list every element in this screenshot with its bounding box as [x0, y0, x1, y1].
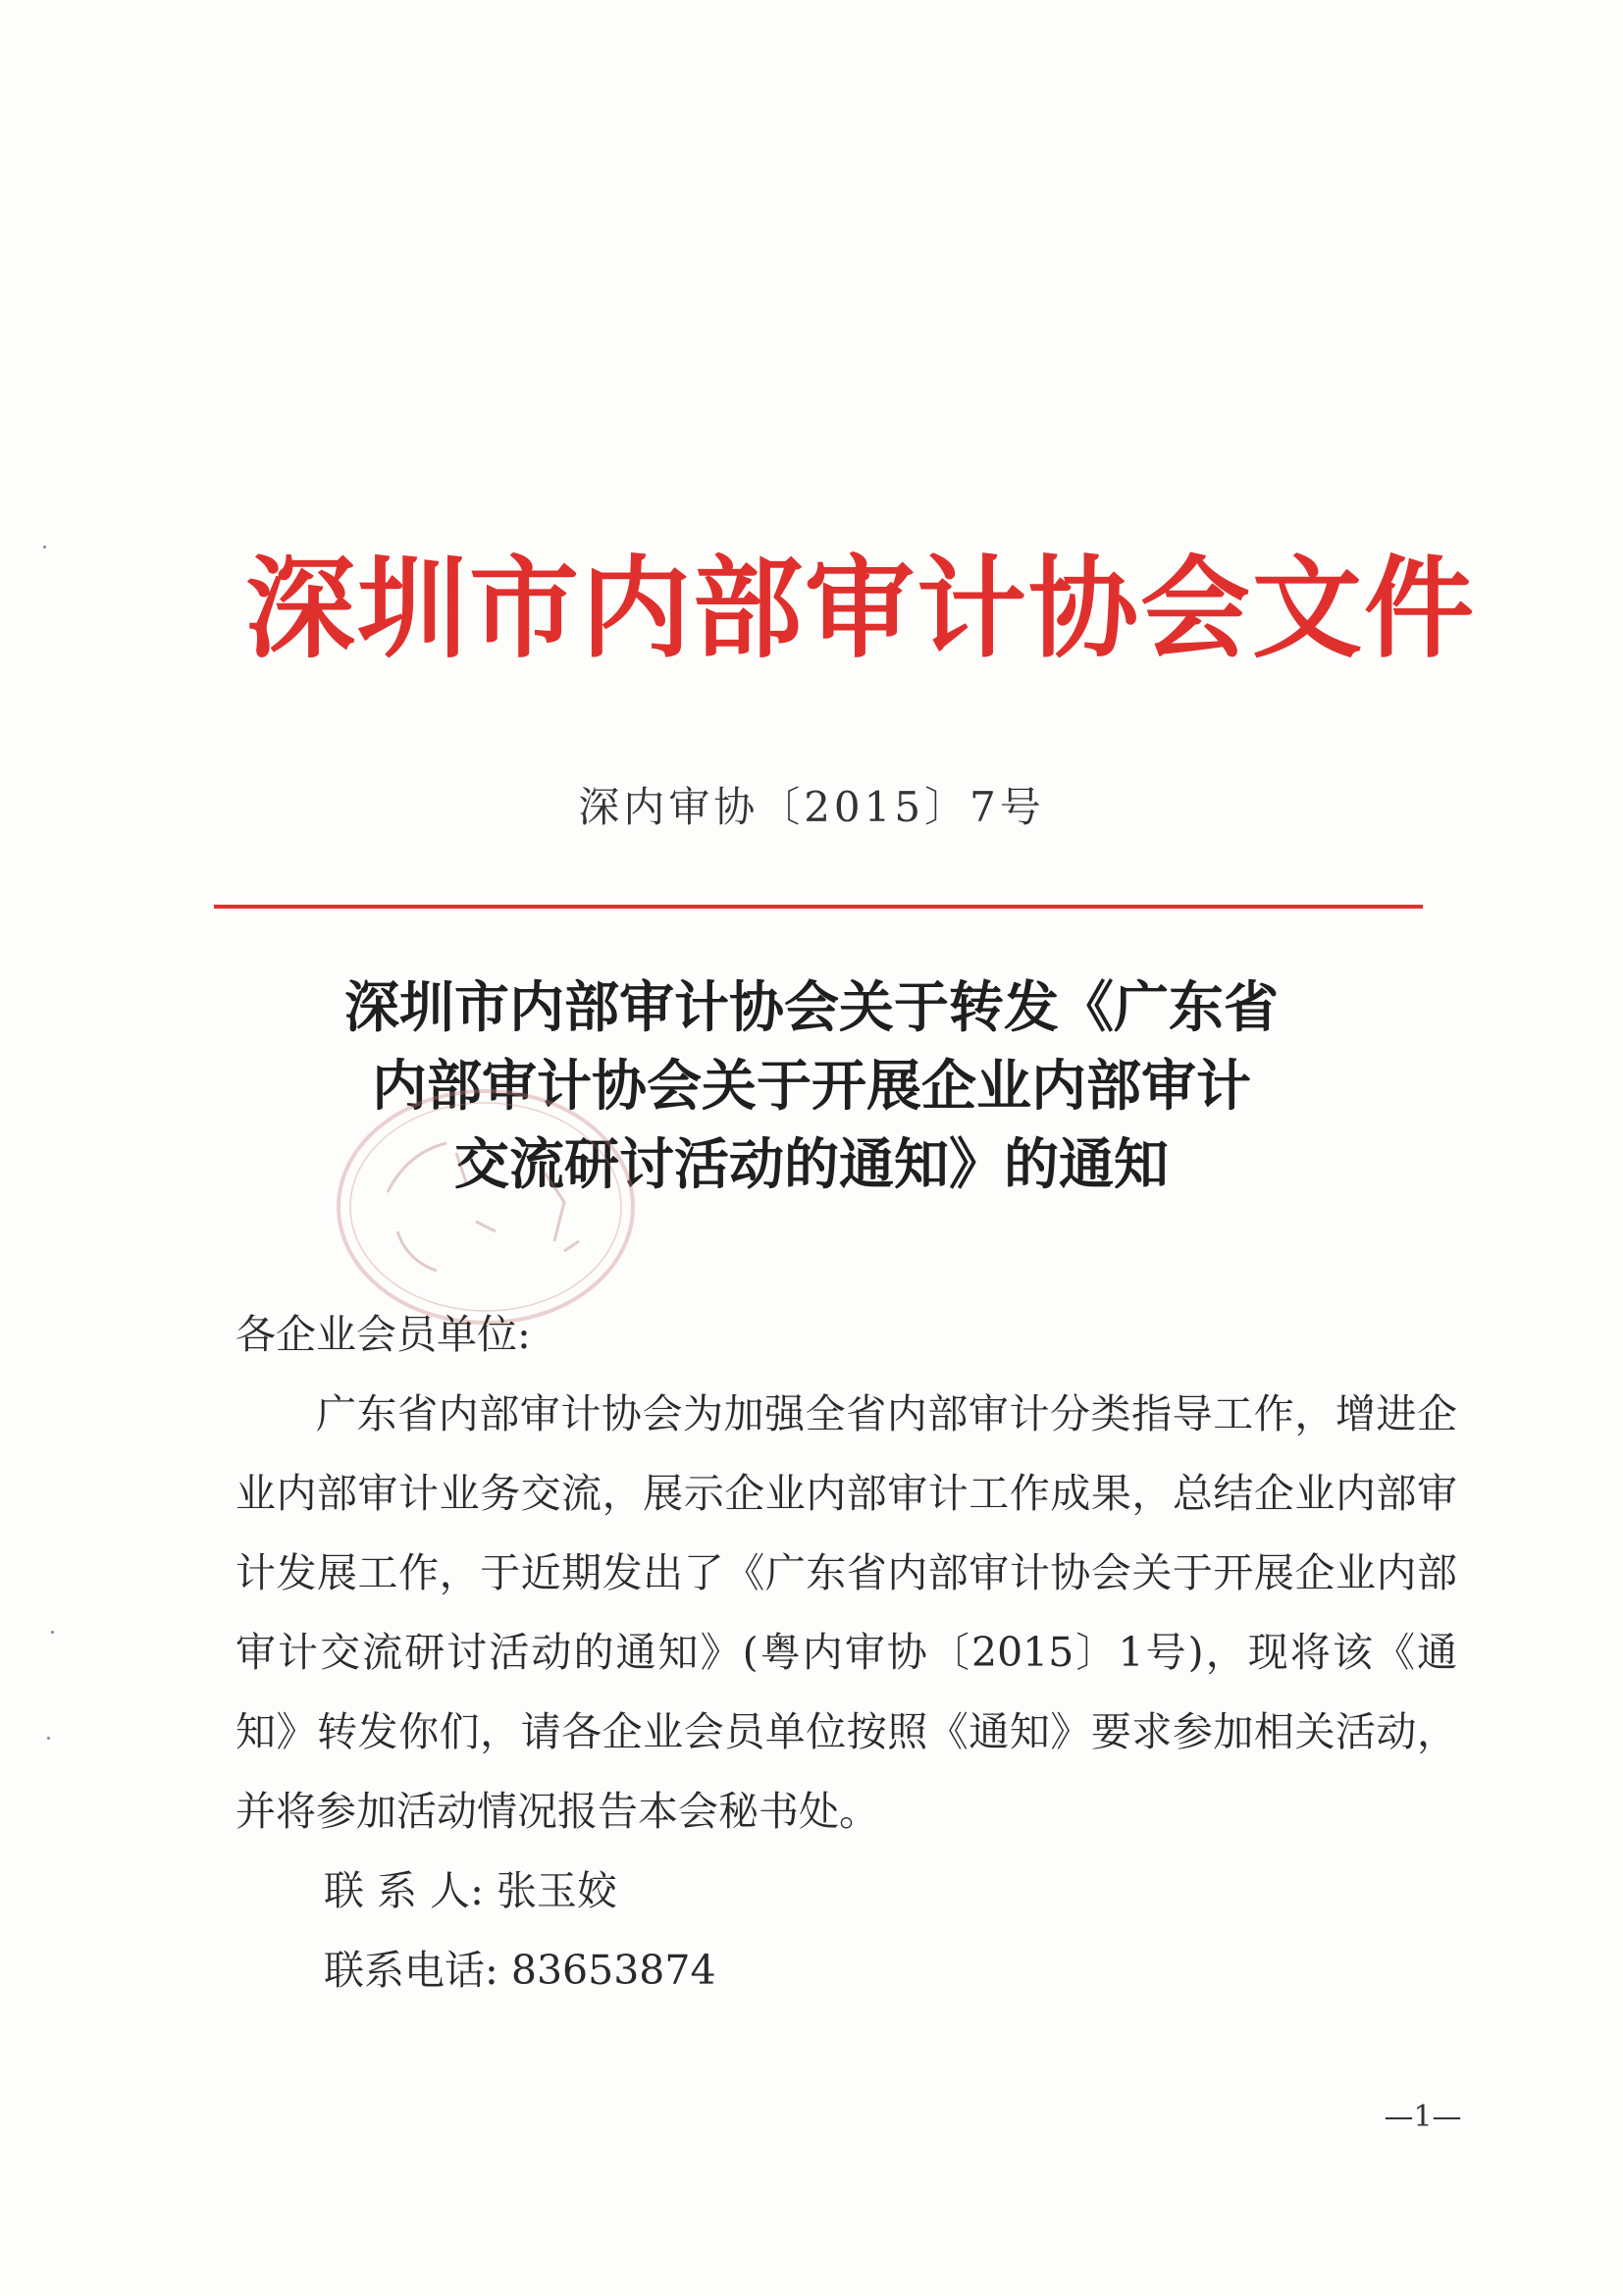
contact-person-line — [236, 1852, 1457, 1931]
contact-phone-number: 83653874 — [510, 1947, 716, 1994]
notice-title — [0, 969, 1623, 1205]
notice-title-line-1: 深圳市内部审计协会关于转发《广东省 — [344, 976, 1279, 1040]
document-header-title: 深圳市内部审计协会文件 — [245, 546, 1476, 673]
red-divider-line — [214, 905, 1423, 909]
scan-speck — [47, 1737, 50, 1740]
scan-speck — [43, 546, 46, 548]
faded-seal-stamp — [329, 1084, 643, 1330]
salutation: 各企业会员单位: — [236, 1311, 531, 1358]
notice-title-line-2: 内部审计协会关于开展企业内部审计 — [372, 1055, 1251, 1119]
contact-person-label: 联 系 人: — [324, 1867, 484, 1914]
scan-speck — [51, 1631, 54, 1634]
body-paragraph: 广东省内部审计协会为加强全省内部审计分类指导工作，增进企业内部审计业务交流，展示企业内部审计工作成果，总结企业内部审计发展工作，于近期发出了《广东省内部审计协会关于开展企业内部审计交流研讨活动的通知》(粤内审协〔2015〕1号)，现将该《通知》转发你们，请各企业会员单位按照《通知》要求参加相关活动，并将参加活动情况报告本会秘书处。 — [236, 1390, 1457, 1835]
contact-person-name: 张玉姣 — [496, 1867, 617, 1914]
contact-phone-label: 联系电话: — [324, 1947, 498, 1994]
document-body — [236, 1295, 1457, 2010]
page-number: —1— — [1384, 2100, 1462, 2134]
contact-phone-line — [236, 1931, 1457, 2010]
document-number: 深内审协〔2015〕7号 — [578, 783, 1045, 831]
notice-title-line-3: 交流研讨活动的通知》的通知 — [454, 1133, 1169, 1197]
